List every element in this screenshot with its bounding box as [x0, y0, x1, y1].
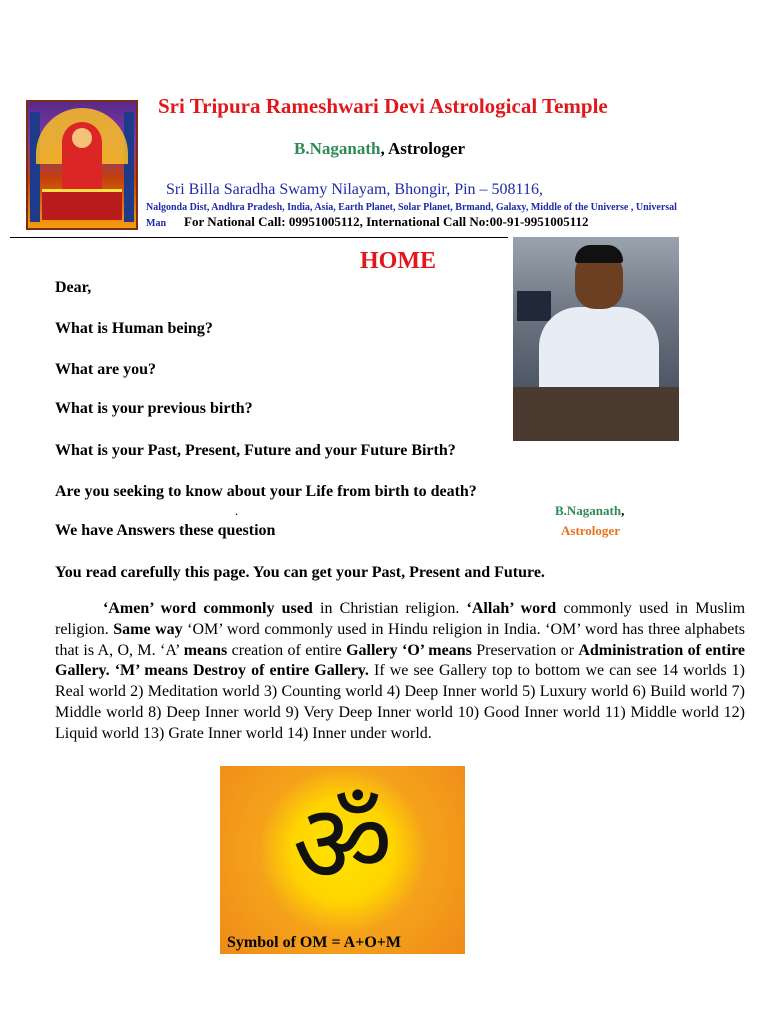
- dot-mark: .: [235, 503, 239, 518]
- answer-line: We have Answers these question: [55, 522, 276, 539]
- astrologer-heading: [294, 139, 465, 159]
- caption-name: B.Naganath: [555, 503, 622, 518]
- para-text: Preservation or: [471, 641, 579, 659]
- para-bold: Same way: [113, 620, 183, 638]
- photo-caption-role: Astrologer: [561, 523, 620, 538]
- question-item: What is your previous birth?: [55, 400, 253, 417]
- page-title: Sri Tripura Rameshwari Devi Astrological Temple: [158, 94, 608, 118]
- temple-deity-image: [26, 100, 138, 230]
- para-bold: means: [183, 641, 228, 659]
- question-item: Are you seeking to know about your Life from birth to death?: [55, 483, 477, 500]
- para-bold: Administration of entire Gallery. ‘M’ means Destroy of entire Gallery.: [55, 641, 745, 680]
- question-item: What are you?: [55, 361, 157, 378]
- astrologer-name: B.Naganath: [294, 139, 381, 158]
- section-title: HOME: [360, 248, 436, 274]
- caption-comma: ,: [621, 503, 625, 518]
- om-icon: ॐ: [292, 780, 393, 908]
- question-item: What is your Past, Present, Future and your Future Birth?: [55, 442, 456, 459]
- header-divider: [10, 237, 508, 238]
- para-text: in Christian religion.: [312, 600, 467, 617]
- para-bold: ‘Amen’ word commonly used: [103, 600, 313, 617]
- para-bold: Gallery ‘O’ means: [346, 641, 472, 659]
- astrologer-photo: [513, 237, 679, 441]
- question-item: What is Human being?: [55, 320, 213, 337]
- contact-line: [146, 214, 589, 230]
- address-line-1: Sri Billa Saradha Swamy Nilayam, Bhongir, Pin – 508116,: [166, 181, 543, 198]
- greeting: Dear,: [55, 279, 92, 296]
- astrologer-suffix: , Astrologer: [380, 139, 466, 158]
- contact-numbers: For National Call: 09951005112, International Call No:00-91-9951005112: [184, 214, 589, 229]
- address-line-3-prefix: Man: [146, 218, 166, 229]
- om-symbol-image: [220, 766, 465, 954]
- para-text: ‘OM’ word commonly used in Hindu religion in India. ‘OM’ word has three alphabets that is A, O, M. ‘A’: [55, 620, 746, 659]
- para-bold: ‘Allah’ word: [466, 600, 557, 617]
- om-caption: Symbol of OM = A+O+M: [227, 934, 402, 951]
- om-explanation-paragraph: [55, 599, 745, 745]
- instruction-line: You read carefully this page. You can get your Past, Present and Future.: [55, 564, 545, 581]
- para-text: If we see Gallery top to bottom we can see 14 worlds 1) Real world 2) Meditation world 3) Counting world 4) Deep Inner world 5) Luxury world 6) Build world 7) Middle world 8) Deep Inner world 9) Very Deep Inner world 10) Good Inner world 11) Middle world 12) Liquid world 13) Grate Inner world 14) Inner under world.: [55, 662, 745, 742]
- para-text: creation of entire: [227, 641, 347, 659]
- address-line-2: Nalgonda Dist, Andhra Pradesh, India, Asia, Earth Planet, Solar Planet, Brmand, Galaxy, Middle of the Universe , Universal: [146, 202, 677, 213]
- photo-caption-name: [555, 503, 624, 519]
- para-text: commonly used in Muslim religion.: [55, 600, 746, 638]
